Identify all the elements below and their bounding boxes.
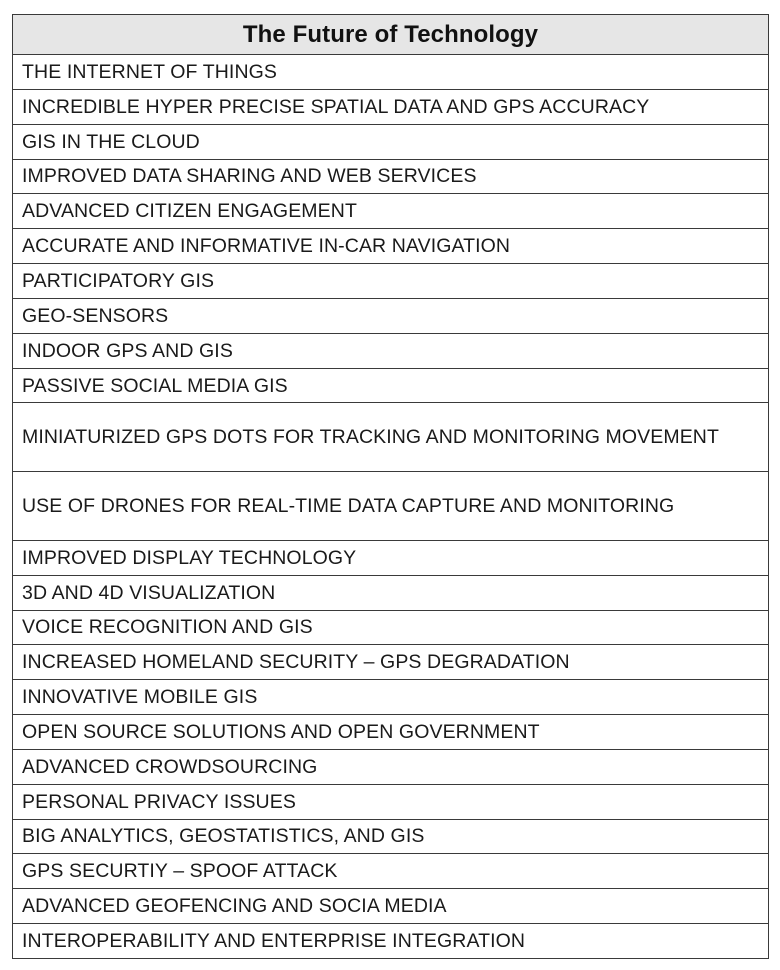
- table-row: MINIATURIZED GPS DOTS FOR TRACKING AND MONITORING MOVEMENT: [13, 403, 768, 472]
- table-body: [13, 55, 768, 958]
- table-row: GEO-SENSORS: [13, 299, 768, 334]
- table-row: INTEROPERABILITY AND ENTERPRISE INTEGRATION: [22, 930, 526, 953]
- table-row: BIG ANALYTICS, GEOSTATISTICS, AND GIS: [13, 820, 768, 855]
- table-row: INDOOR GPS AND GIS: [13, 334, 768, 369]
- table-row: VOICE RECOGNITION AND GIS: [13, 611, 768, 646]
- table-row: PARTICIPATORY GIS: [13, 264, 768, 299]
- table-row: IMPROVED DATA SHARING AND WEB SERVICES: [13, 160, 768, 195]
- table-row: OPEN SOURCE SOLUTIONS AND OPEN GOVERNMENT: [13, 715, 768, 750]
- table-row: 3D AND 4D VISUALIZATION: [13, 576, 768, 611]
- table-row: ACCURATE AND INFORMATIVE IN-CAR NAVIGATION: [13, 229, 768, 264]
- table-title: The Future of Technology: [13, 15, 768, 55]
- table-row: INCREDIBLE HYPER PRECISE SPATIAL DATA AND GPS ACCURACY: [13, 90, 768, 125]
- table-row: ADVANCED GEOFENCING AND SOCIA MEDIA: [13, 889, 768, 924]
- table-row: INNOVATIVE MOBILE GIS: [13, 680, 768, 715]
- table-row: ADVANCED CROWDSOURCING: [13, 750, 768, 785]
- table-row: USE OF DRONES FOR REAL-TIME DATA CAPTURE AND MONITORING: [13, 472, 768, 541]
- table-row: IMPROVED DISPLAY TECHNOLOGY: [13, 541, 768, 576]
- table-row: INCREASED HOMELAND SECURITY – GPS DEGRADATION: [13, 645, 768, 680]
- table-row: ADVANCED CITIZEN ENGAGEMENT: [13, 194, 768, 229]
- table-row: GIS IN THE CLOUD: [13, 125, 768, 160]
- technology-table: [12, 14, 769, 959]
- table-row: PERSONAL PRIVACY ISSUES: [13, 785, 768, 820]
- table-row: THE INTERNET OF THINGS: [13, 55, 768, 90]
- table-row: PASSIVE SOCIAL MEDIA GIS: [13, 369, 768, 404]
- table-row: GPS SECURTIY – SPOOF ATTACK: [13, 854, 768, 889]
